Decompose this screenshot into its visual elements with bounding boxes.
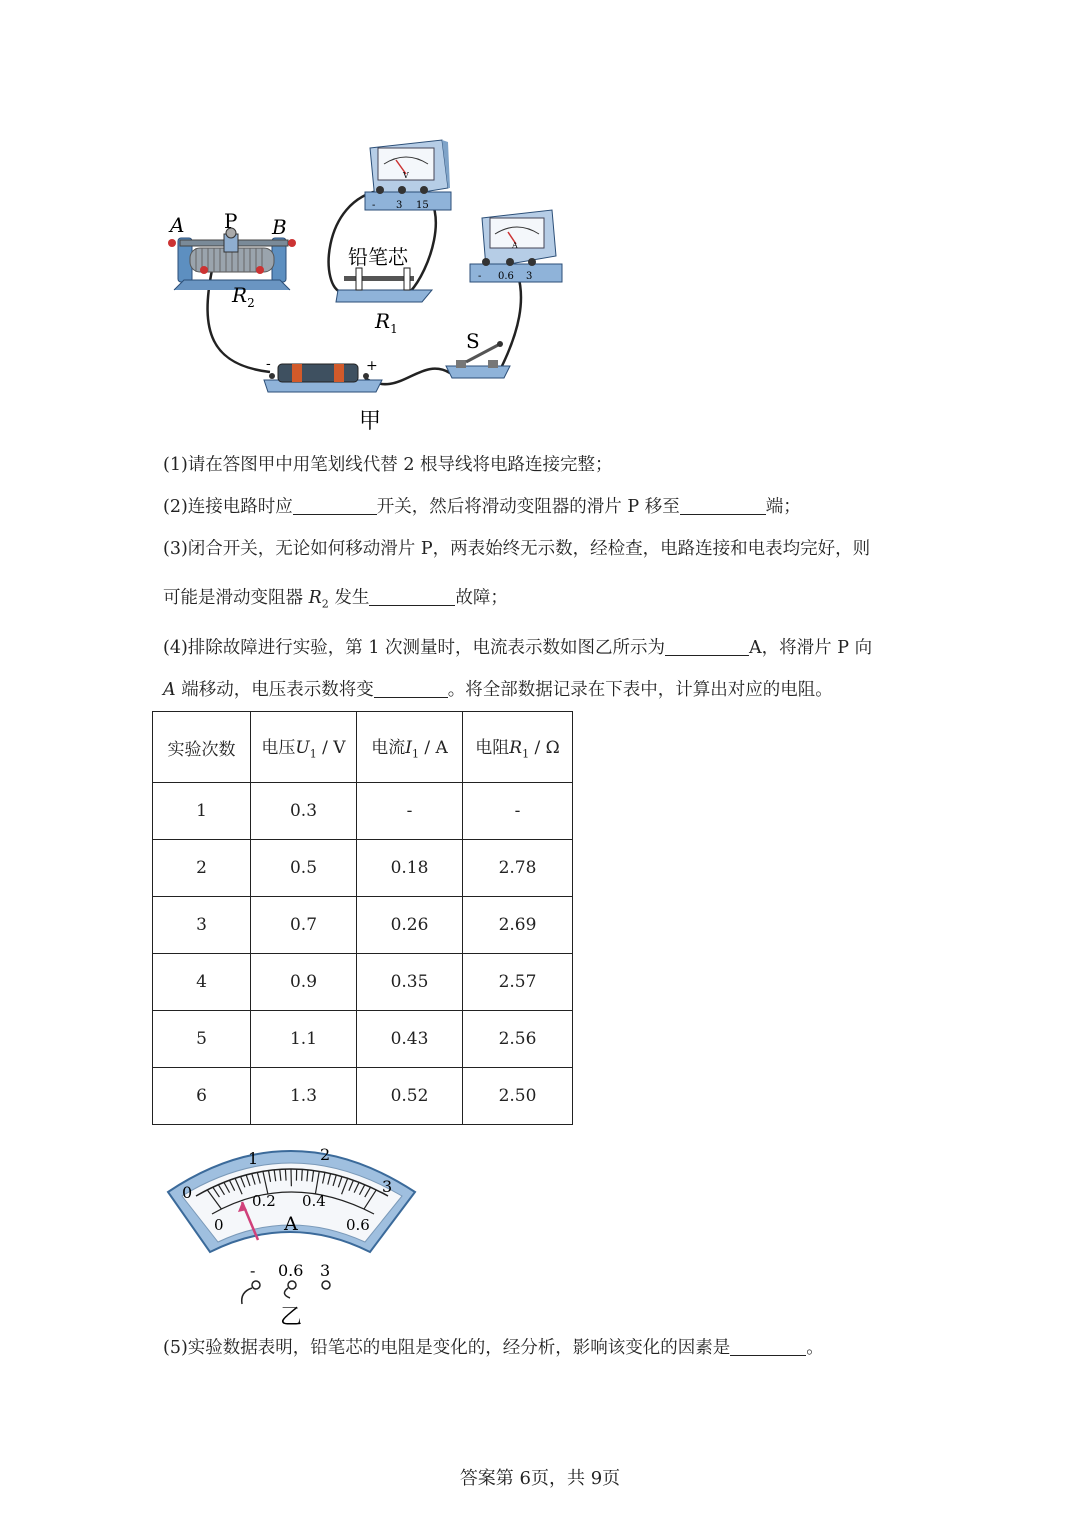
dial-terminal-06: 0.6 [278,1261,304,1280]
inner-scale-04: 0.4 [302,1192,326,1210]
outer-scale-1: 1 [248,1149,259,1168]
table-cell: 0.7 [251,897,357,954]
table-cell: 0.18 [357,840,463,897]
table-cell: - [357,783,463,840]
table-cell: 0.5 [251,840,357,897]
voltmeter [365,140,451,211]
table-cell: 2.78 [463,840,573,897]
a-terminal-3: 3 [526,271,533,282]
table-cell: - [463,783,573,840]
table-row [153,1068,573,1125]
table-row [153,783,573,840]
a-terminal-06: 0.6 [498,271,514,282]
table-cell: 0.9 [251,954,357,1011]
table-cell: 0.43 [357,1011,463,1068]
table-header-row [153,712,573,783]
q4-blank-1[interactable] [665,637,749,656]
table-cell: 2.57 [463,954,573,1011]
table-cell: 0.26 [357,897,463,954]
table-row [153,897,573,954]
label-b: B [272,215,287,239]
table-cell: 6 [153,1068,251,1125]
outer-scale-3: 3 [382,1177,393,1196]
q2-blank-1[interactable] [293,496,377,515]
data-table [152,711,573,1125]
pencil-core-label: 铅笔芯 [348,245,408,269]
battery-minus: - [266,356,271,372]
v-terminal-minus: - [372,200,376,211]
table-cell: 2.50 [463,1068,573,1125]
inner-scale-0: 0 [214,1216,224,1234]
question-2 [163,495,801,519]
q5-text-a: (5)实验数据表明，铅笔芯的电阻是变化的，经分析，影响该变化的因素是 [163,1338,731,1358]
table-cell: 5 [153,1011,251,1068]
q2-text-a: (2)连接电路时应 [163,497,293,517]
question-3-line-2 [163,586,508,617]
dial-terminal-minus: - [250,1261,256,1280]
table-cell: 1.1 [251,1011,357,1068]
ammeter [470,210,562,282]
col-header-voltage: 电压$U_1$ / V [251,712,357,783]
dial-terminal-3: 3 [320,1261,331,1280]
outer-scale-0: 0 [182,1183,193,1202]
question-3-line-1: (3)闭合开关，无论如何移动滑片 P，两表始终无示数，经检查，电路连接和电表均完好，则 [163,539,871,559]
voltmeter-symbol: V [403,171,409,180]
q3-symbol-r: R [308,588,322,608]
table-cell: 0.3 [251,783,357,840]
label-s: S [466,329,480,353]
ammeter-symbol: A [512,241,518,250]
q3-text-a: 可能是滑动变阻器 [163,588,309,608]
col-header-current: 电流$I_1$ / A [357,712,463,783]
table-cell: 1.3 [251,1068,357,1125]
q4-text-d: 。将全部数据记录在下表中，计算出对应的电阻。 [447,680,833,700]
q4-text-b: A，将滑片 P 向 [749,638,873,658]
dial-tick [285,1169,286,1180]
table-cell: 2.69 [463,897,573,954]
q2-text-b: 开关，然后将滑动变阻器的滑片 P 移至 [376,497,680,517]
q4-text-a: (4)排除故障进行实验，第 1 次测量时，电流表示数如图乙所示为 [163,638,666,658]
pencil-core-r1 [336,268,432,302]
table-cell: 2.56 [463,1011,573,1068]
q5-blank[interactable] [730,1337,806,1356]
q2-text-c: 端； [765,497,801,517]
q3-text-b: 发生 [328,588,370,608]
dial-unit: A [284,1213,298,1235]
table-row [153,1011,573,1068]
q2-blank-2[interactable] [680,496,766,515]
label-r1: $R_1$ [375,309,398,336]
question-5 [163,1336,824,1360]
label-r2: $R_2$ [232,283,255,310]
circuit-figure-jia [160,130,580,440]
label-p: P [224,209,238,233]
outer-scale-2: 2 [320,1145,331,1164]
inner-scale-02: 0.2 [252,1192,276,1210]
question-4-line-1 [163,636,872,660]
question-1: (1)请在答图甲中用笔划线代替 2 根导线将电路连接完整； [163,455,613,475]
q5-text-b: 。 [806,1338,824,1358]
col-header-trial: 实验次数 [153,712,251,783]
col-header-resistance: 电阻$R_1$ / Ω [463,712,573,783]
q3-blank[interactable] [369,587,455,606]
table-cell: 4 [153,954,251,1011]
q4-blank-2[interactable] [374,679,448,698]
table-cell: 0.52 [357,1068,463,1125]
table-row [153,954,573,1011]
caption-yi: 乙 [280,1305,303,1330]
q4-symbol-a: A [163,680,176,700]
question-4-line-2 [163,678,833,702]
q3-symbol-r-sub: 2 [321,597,329,611]
caption-jia: 甲 [359,409,382,434]
a-terminal-minus: - [478,271,482,282]
q4-text-c: 端移动，电压表示数将变 [175,680,374,700]
table-cell: 3 [153,897,251,954]
table-cell: 2 [153,840,251,897]
dial-tick [302,1169,303,1180]
ammeter-dial-figure-yi [160,1130,430,1330]
table-cell: 0.35 [357,954,463,1011]
v-terminal-3: 3 [396,200,403,211]
q3-text-c: 故障； [455,588,508,608]
battery [264,364,382,392]
label-a: A [170,213,185,237]
page-footer: 答案第 6页，共 9页 [459,1468,621,1489]
inner-scale-06: 0.6 [346,1216,370,1234]
battery-plus: + [366,358,378,374]
v-terminal-15: 15 [416,200,429,211]
table-row [153,840,573,897]
table-cell: 1 [153,783,251,840]
